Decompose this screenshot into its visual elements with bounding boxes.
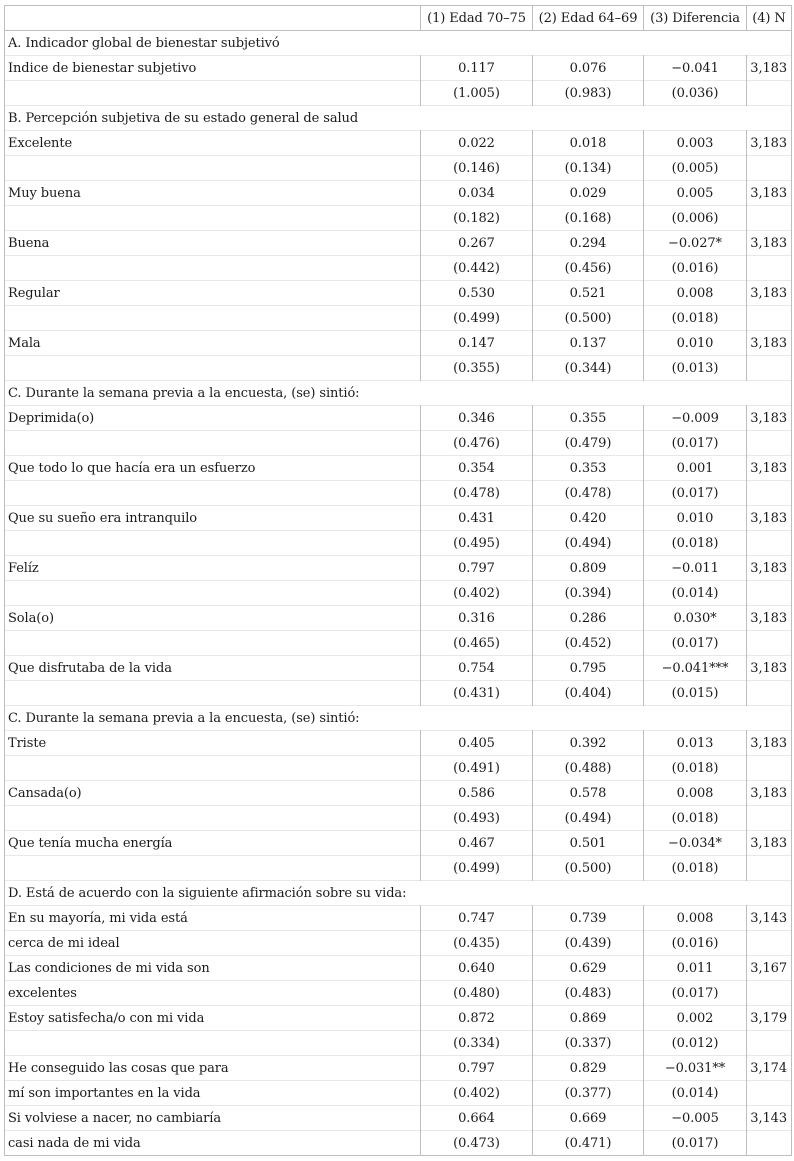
cell-edad-70-75: (0.499) bbox=[421, 856, 533, 881]
cell-n bbox=[747, 481, 792, 506]
cell-edad-64-69: 0.137 bbox=[533, 331, 644, 356]
row-label bbox=[5, 1031, 421, 1056]
table-row bbox=[5, 506, 792, 531]
cell-diferencia: (0.017) bbox=[644, 431, 747, 456]
cell-edad-64-69: 0.501 bbox=[533, 831, 644, 856]
cell-n bbox=[747, 81, 792, 106]
cell-n: 3,167 bbox=[747, 956, 792, 981]
cell-edad-64-69: 0.739 bbox=[533, 906, 644, 931]
row-label bbox=[5, 756, 421, 781]
cell-diferencia: (0.036) bbox=[644, 81, 747, 106]
header-n: (4) N bbox=[747, 6, 792, 31]
row-label: Excelente bbox=[5, 131, 421, 156]
table-row bbox=[5, 831, 792, 856]
row-label bbox=[5, 431, 421, 456]
cell-n: 3,183 bbox=[747, 56, 792, 81]
row-label: Regular bbox=[5, 281, 421, 306]
row-label: Que disfrutaba de la vida bbox=[5, 656, 421, 681]
cell-edad-64-69: 0.029 bbox=[533, 181, 644, 206]
cell-edad-70-75: 0.640 bbox=[421, 956, 533, 981]
cell-n: 3,183 bbox=[747, 131, 792, 156]
table-header-row bbox=[5, 6, 792, 31]
cell-edad-64-69: (0.494) bbox=[533, 806, 644, 831]
cell-edad-64-69: 0.076 bbox=[533, 56, 644, 81]
cell-edad-64-69: (0.500) bbox=[533, 306, 644, 331]
cell-edad-70-75: (0.435) bbox=[421, 931, 533, 956]
cell-n: 3,183 bbox=[747, 331, 792, 356]
table-row bbox=[5, 681, 792, 706]
table-row bbox=[5, 156, 792, 181]
table-row bbox=[5, 781, 792, 806]
cell-edad-64-69: (0.377) bbox=[533, 1081, 644, 1106]
cell-edad-70-75: 0.747 bbox=[421, 906, 533, 931]
table-row bbox=[5, 256, 792, 281]
table-row bbox=[5, 456, 792, 481]
cell-n: 3,183 bbox=[747, 556, 792, 581]
table-row bbox=[5, 556, 792, 581]
cell-n: 3,143 bbox=[747, 1106, 792, 1131]
cell-edad-70-75: 0.022 bbox=[421, 131, 533, 156]
table-row bbox=[5, 606, 792, 631]
cell-edad-64-69: (0.344) bbox=[533, 356, 644, 381]
cell-edad-70-75: (0.495) bbox=[421, 531, 533, 556]
row-label bbox=[5, 256, 421, 281]
row-label bbox=[5, 681, 421, 706]
cell-edad-70-75: (0.442) bbox=[421, 256, 533, 281]
cell-edad-64-69: (0.488) bbox=[533, 756, 644, 781]
cell-diferencia: −0.009 bbox=[644, 406, 747, 431]
table-row bbox=[5, 1056, 792, 1081]
row-label: Si volviese a nacer, no cambiaría bbox=[5, 1106, 421, 1131]
cell-diferencia: (0.005) bbox=[644, 156, 747, 181]
cell-n bbox=[747, 931, 792, 956]
cell-edad-70-75: (0.182) bbox=[421, 206, 533, 231]
cell-diferencia: 0.003 bbox=[644, 131, 747, 156]
cell-diferencia: (0.013) bbox=[644, 356, 747, 381]
cell-diferencia: (0.018) bbox=[644, 756, 747, 781]
cell-edad-64-69: (0.168) bbox=[533, 206, 644, 231]
cell-n: 3,183 bbox=[747, 456, 792, 481]
section-title: D. Está de acuerdo con la siguiente afirmación sobre su vida: bbox=[5, 881, 792, 906]
cell-diferencia: (0.017) bbox=[644, 981, 747, 1006]
row-label bbox=[5, 856, 421, 881]
cell-edad-64-69: (0.479) bbox=[533, 431, 644, 456]
cell-edad-64-69: 0.829 bbox=[533, 1056, 644, 1081]
row-label: Deprimida(o) bbox=[5, 406, 421, 431]
cell-diferencia: (0.017) bbox=[644, 1131, 747, 1156]
row-label bbox=[5, 81, 421, 106]
cell-diferencia: −0.011 bbox=[644, 556, 747, 581]
table-row bbox=[5, 1106, 792, 1131]
table-row bbox=[5, 1131, 792, 1156]
cell-edad-64-69: 0.578 bbox=[533, 781, 644, 806]
cell-edad-70-75: 0.797 bbox=[421, 1056, 533, 1081]
cell-n: 3,143 bbox=[747, 906, 792, 931]
cell-diferencia: 0.013 bbox=[644, 731, 747, 756]
cell-edad-64-69: (0.439) bbox=[533, 931, 644, 956]
cell-edad-70-75: (0.465) bbox=[421, 631, 533, 656]
header-edad-64-69: (2) Edad 64–69 bbox=[533, 6, 644, 31]
section-title: C. Durante la semana previa a la encuesta, (se) sintió: bbox=[5, 381, 792, 406]
section-header-row bbox=[5, 31, 792, 56]
cell-edad-70-75: 0.754 bbox=[421, 656, 533, 681]
cell-edad-70-75: 0.405 bbox=[421, 731, 533, 756]
cell-n: 3,179 bbox=[747, 1006, 792, 1031]
cell-edad-70-75: 0.354 bbox=[421, 456, 533, 481]
cell-n bbox=[747, 431, 792, 456]
header-label-column bbox=[5, 6, 421, 31]
cell-diferencia: (0.015) bbox=[644, 681, 747, 706]
cell-edad-70-75: (0.499) bbox=[421, 306, 533, 331]
table-row bbox=[5, 181, 792, 206]
row-label: Que tenía mucha energía bbox=[5, 831, 421, 856]
table-row bbox=[5, 631, 792, 656]
table-row bbox=[5, 756, 792, 781]
cell-edad-70-75: 0.530 bbox=[421, 281, 533, 306]
cell-diferencia: (0.014) bbox=[644, 1081, 747, 1106]
cell-n bbox=[747, 1131, 792, 1156]
table-row bbox=[5, 206, 792, 231]
cell-edad-70-75: 0.872 bbox=[421, 1006, 533, 1031]
cell-edad-70-75: (0.402) bbox=[421, 1081, 533, 1106]
cell-edad-64-69: 0.353 bbox=[533, 456, 644, 481]
row-label bbox=[5, 206, 421, 231]
cell-diferencia: (0.014) bbox=[644, 581, 747, 606]
cell-diferencia: (0.016) bbox=[644, 256, 747, 281]
cell-diferencia: 0.005 bbox=[644, 181, 747, 206]
cell-edad-70-75: (0.480) bbox=[421, 981, 533, 1006]
row-label: He conseguido las cosas que para bbox=[5, 1056, 421, 1081]
cell-edad-64-69: 0.521 bbox=[533, 281, 644, 306]
row-label: Sola(o) bbox=[5, 606, 421, 631]
cell-diferencia: 0.002 bbox=[644, 1006, 747, 1031]
row-label: Muy buena bbox=[5, 181, 421, 206]
cell-edad-64-69: 0.669 bbox=[533, 1106, 644, 1131]
cell-n bbox=[747, 756, 792, 781]
cell-n bbox=[747, 156, 792, 181]
cell-edad-64-69: (0.452) bbox=[533, 631, 644, 656]
row-label bbox=[5, 356, 421, 381]
cell-edad-64-69: (0.404) bbox=[533, 681, 644, 706]
cell-edad-70-75: 0.147 bbox=[421, 331, 533, 356]
cell-edad-70-75: 0.034 bbox=[421, 181, 533, 206]
section-header-row bbox=[5, 106, 792, 131]
table-row bbox=[5, 531, 792, 556]
table-row bbox=[5, 231, 792, 256]
cell-diferencia: (0.016) bbox=[644, 931, 747, 956]
cell-n bbox=[747, 531, 792, 556]
row-label: excelentes bbox=[5, 981, 421, 1006]
cell-edad-64-69: (0.494) bbox=[533, 531, 644, 556]
cell-edad-64-69: (0.471) bbox=[533, 1131, 644, 1156]
cell-n bbox=[747, 206, 792, 231]
cell-diferencia: −0.005 bbox=[644, 1106, 747, 1131]
cell-n bbox=[747, 856, 792, 881]
row-label bbox=[5, 531, 421, 556]
row-label: Triste bbox=[5, 731, 421, 756]
results-table bbox=[4, 5, 792, 1156]
cell-diferencia: (0.018) bbox=[644, 306, 747, 331]
table-row bbox=[5, 906, 792, 931]
cell-edad-64-69: (0.134) bbox=[533, 156, 644, 181]
row-label bbox=[5, 306, 421, 331]
cell-diferencia: (0.018) bbox=[644, 856, 747, 881]
cell-edad-70-75: (0.355) bbox=[421, 356, 533, 381]
table-row bbox=[5, 306, 792, 331]
table-row bbox=[5, 1006, 792, 1031]
cell-edad-64-69: (0.483) bbox=[533, 981, 644, 1006]
cell-diferencia: 0.001 bbox=[644, 456, 747, 481]
cell-edad-64-69: (0.394) bbox=[533, 581, 644, 606]
cell-n bbox=[747, 1031, 792, 1056]
header-diferencia: (3) Diferencia bbox=[644, 6, 747, 31]
cell-n bbox=[747, 1081, 792, 1106]
cell-edad-70-75: 0.664 bbox=[421, 1106, 533, 1131]
table-body bbox=[5, 31, 792, 1156]
table-row bbox=[5, 806, 792, 831]
row-label: casi nada de mi vida bbox=[5, 1131, 421, 1156]
cell-n: 3,183 bbox=[747, 506, 792, 531]
cell-edad-70-75: (0.402) bbox=[421, 581, 533, 606]
section-title: A. Indicador global de bienestar subjetivó bbox=[5, 31, 792, 56]
table-row bbox=[5, 281, 792, 306]
cell-edad-70-75: (0.473) bbox=[421, 1131, 533, 1156]
row-label: Que su sueño era intranquilo bbox=[5, 506, 421, 531]
cell-diferencia: 0.010 bbox=[644, 331, 747, 356]
cell-n: 3,183 bbox=[747, 181, 792, 206]
cell-n bbox=[747, 981, 792, 1006]
cell-edad-70-75: 0.431 bbox=[421, 506, 533, 531]
table-row bbox=[5, 431, 792, 456]
cell-edad-64-69: (0.456) bbox=[533, 256, 644, 281]
table-row bbox=[5, 581, 792, 606]
cell-diferencia: 0.011 bbox=[644, 956, 747, 981]
cell-diferencia: −0.041*** bbox=[644, 656, 747, 681]
section-title: B. Percepción subjetiva de su estado general de salud bbox=[5, 106, 792, 131]
cell-edad-64-69: 0.795 bbox=[533, 656, 644, 681]
cell-edad-64-69: 0.809 bbox=[533, 556, 644, 581]
cell-n: 3,183 bbox=[747, 731, 792, 756]
row-label: Mala bbox=[5, 331, 421, 356]
row-label: cerca de mi ideal bbox=[5, 931, 421, 956]
row-label: Estoy satisfecha/o con mi vida bbox=[5, 1006, 421, 1031]
cell-edad-70-75: (0.476) bbox=[421, 431, 533, 456]
cell-n bbox=[747, 356, 792, 381]
row-label bbox=[5, 481, 421, 506]
cell-edad-64-69: (0.500) bbox=[533, 856, 644, 881]
cell-edad-70-75: 0.267 bbox=[421, 231, 533, 256]
cell-edad-64-69: 0.869 bbox=[533, 1006, 644, 1031]
cell-n bbox=[747, 306, 792, 331]
cell-diferencia: (0.018) bbox=[644, 806, 747, 831]
section-title: C. Durante la semana previa a la encuesta, (se) sintió: bbox=[5, 706, 792, 731]
table-row bbox=[5, 731, 792, 756]
row-label bbox=[5, 631, 421, 656]
row-label: Las condiciones de mi vida son bbox=[5, 956, 421, 981]
cell-edad-70-75: (0.334) bbox=[421, 1031, 533, 1056]
cell-diferencia: 0.010 bbox=[644, 506, 747, 531]
cell-diferencia: (0.006) bbox=[644, 206, 747, 231]
cell-n bbox=[747, 681, 792, 706]
cell-diferencia: (0.012) bbox=[644, 1031, 747, 1056]
cell-edad-64-69: (0.337) bbox=[533, 1031, 644, 1056]
cell-edad-64-69: 0.294 bbox=[533, 231, 644, 256]
cell-n bbox=[747, 631, 792, 656]
row-label: En su mayoría, mi vida está bbox=[5, 906, 421, 931]
table-row bbox=[5, 856, 792, 881]
table-row bbox=[5, 481, 792, 506]
cell-edad-70-75: 0.316 bbox=[421, 606, 533, 631]
table-row bbox=[5, 406, 792, 431]
cell-diferencia: 0.030* bbox=[644, 606, 747, 631]
row-label: Indice de bienestar subjetivo bbox=[5, 56, 421, 81]
cell-edad-64-69: 0.392 bbox=[533, 731, 644, 756]
table-row bbox=[5, 1031, 792, 1056]
cell-edad-64-69: 0.629 bbox=[533, 956, 644, 981]
cell-edad-64-69: 0.018 bbox=[533, 131, 644, 156]
cell-edad-70-75: 0.467 bbox=[421, 831, 533, 856]
cell-edad-70-75: (0.431) bbox=[421, 681, 533, 706]
header-edad-70-75: (1) Edad 70–75 bbox=[421, 6, 533, 31]
cell-n: 3,183 bbox=[747, 831, 792, 856]
section-header-row bbox=[5, 381, 792, 406]
table-row bbox=[5, 131, 792, 156]
cell-edad-70-75: (0.491) bbox=[421, 756, 533, 781]
cell-edad-70-75: 0.117 bbox=[421, 56, 533, 81]
cell-n bbox=[747, 256, 792, 281]
row-label: Cansada(o) bbox=[5, 781, 421, 806]
cell-n: 3,183 bbox=[747, 606, 792, 631]
table-row bbox=[5, 56, 792, 81]
table-row bbox=[5, 981, 792, 1006]
row-label: Felíz bbox=[5, 556, 421, 581]
cell-n: 3,183 bbox=[747, 231, 792, 256]
cell-n: 3,183 bbox=[747, 281, 792, 306]
cell-diferencia: −0.027* bbox=[644, 231, 747, 256]
cell-diferencia: 0.008 bbox=[644, 281, 747, 306]
cell-edad-70-75: 0.346 bbox=[421, 406, 533, 431]
cell-edad-70-75: 0.797 bbox=[421, 556, 533, 581]
cell-diferencia: −0.034* bbox=[644, 831, 747, 856]
table-row bbox=[5, 1081, 792, 1106]
section-header-row bbox=[5, 881, 792, 906]
cell-edad-64-69: (0.983) bbox=[533, 81, 644, 106]
cell-edad-70-75: (1.005) bbox=[421, 81, 533, 106]
cell-edad-64-69: 0.286 bbox=[533, 606, 644, 631]
table-row bbox=[5, 356, 792, 381]
cell-diferencia: −0.041 bbox=[644, 56, 747, 81]
cell-diferencia: (0.017) bbox=[644, 481, 747, 506]
cell-diferencia: (0.017) bbox=[644, 631, 747, 656]
cell-edad-70-75: (0.478) bbox=[421, 481, 533, 506]
cell-n bbox=[747, 581, 792, 606]
table-row bbox=[5, 931, 792, 956]
table-row bbox=[5, 956, 792, 981]
cell-diferencia: −0.031** bbox=[644, 1056, 747, 1081]
row-label: Que todo lo que hacía era un esfuerzo bbox=[5, 456, 421, 481]
row-label bbox=[5, 156, 421, 181]
cell-n: 3,183 bbox=[747, 656, 792, 681]
cell-edad-70-75: (0.146) bbox=[421, 156, 533, 181]
cell-edad-70-75: 0.586 bbox=[421, 781, 533, 806]
cell-edad-64-69: 0.420 bbox=[533, 506, 644, 531]
cell-n: 3,174 bbox=[747, 1056, 792, 1081]
cell-edad-64-69: (0.478) bbox=[533, 481, 644, 506]
table-row bbox=[5, 331, 792, 356]
cell-diferencia: 0.008 bbox=[644, 781, 747, 806]
cell-n: 3,183 bbox=[747, 781, 792, 806]
row-label bbox=[5, 806, 421, 831]
cell-edad-64-69: 0.355 bbox=[533, 406, 644, 431]
table-row bbox=[5, 656, 792, 681]
cell-diferencia: (0.018) bbox=[644, 531, 747, 556]
row-label bbox=[5, 581, 421, 606]
table-row bbox=[5, 81, 792, 106]
cell-n bbox=[747, 806, 792, 831]
row-label: mí son importantes en la vida bbox=[5, 1081, 421, 1106]
section-header-row bbox=[5, 706, 792, 731]
cell-n: 3,183 bbox=[747, 406, 792, 431]
row-label: Buena bbox=[5, 231, 421, 256]
cell-diferencia: 0.008 bbox=[644, 906, 747, 931]
cell-edad-70-75: (0.493) bbox=[421, 806, 533, 831]
